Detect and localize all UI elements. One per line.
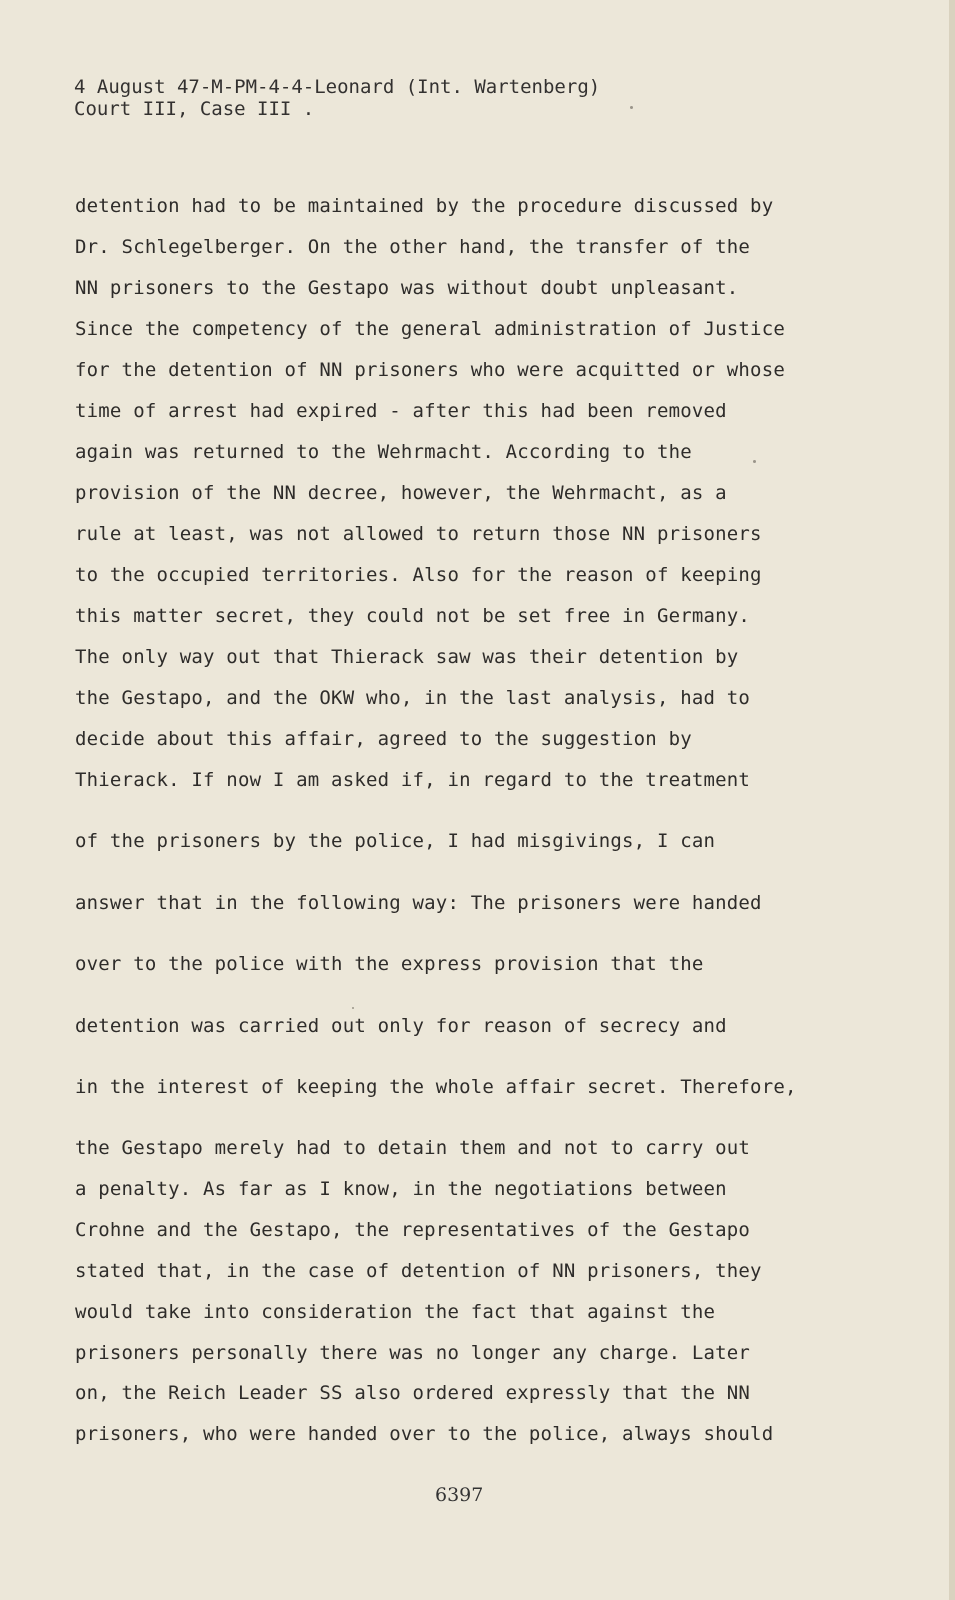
text-line: time of arrest had expired - after this had been removed	[75, 400, 727, 422]
text-line: over to the police with the express provision that the	[75, 953, 704, 975]
text-line: this matter secret, they could not be set free in Germany.	[75, 605, 751, 627]
text-line: Crohne and the Gestapo, the representatives of the Gestapo	[75, 1219, 751, 1241]
text-line: Thierack. If now I am asked if, in regard to the treatment	[75, 769, 751, 791]
text-line: on, the Reich Leader SS also ordered expressly that the NN	[75, 1382, 751, 1404]
header-line-2: Court III, Case III .	[74, 98, 315, 120]
text-line: again was returned to the Wehrmacht. According to the	[75, 441, 692, 463]
text-line: prisoners personally there was no longer any charge. Later	[75, 1342, 751, 1364]
text-line: the Gestapo, and the OKW who, in the last analysis, had to	[75, 687, 751, 709]
text-line: would take into consideration the fact that against the	[75, 1301, 716, 1323]
text-line: in the interest of keeping the whole affair secret. Therefore,	[75, 1076, 797, 1098]
text-line: prisoners, who were handed over to the police, always should	[75, 1423, 774, 1445]
text-line: of the prisoners by the police, I had misgivings, I can	[75, 830, 716, 852]
text-line: a penalty. As far as I know, in the negotiations between	[75, 1178, 727, 1200]
text-line: the Gestapo merely had to detain them and not to carry out	[75, 1137, 751, 1159]
text-line: rule at least, was not allowed to return those NN prisoners	[75, 523, 762, 545]
page-number: 6397	[435, 1484, 484, 1506]
paper-speck	[352, 1007, 354, 1009]
text-line: The only way out that Thierack saw was their detention by	[75, 646, 739, 668]
document-header	[74, 76, 600, 120]
text-line: answer that in the following way: The prisoners were handed	[75, 892, 762, 914]
header-line-1: 4 August 47-M-PM-4-4-Leonard (Int. Wartenberg)	[74, 76, 601, 98]
text-line: NN prisoners to the Gestapo was without doubt unpleasant.	[75, 277, 739, 299]
text-line: Since the competency of the general administration of Justice	[75, 318, 785, 340]
text-line: for the detention of NN prisoners who were acquitted or whose	[75, 359, 785, 381]
text-line: detention had to be maintained by the procedure discussed by	[75, 195, 774, 217]
text-line: decide about this affair, agreed to the suggestion by	[75, 728, 692, 750]
paper-speck	[753, 460, 756, 463]
text-line: Dr. Schlegelberger. On the other hand, the transfer of the	[75, 236, 751, 258]
paper-speck	[630, 106, 633, 109]
text-line: stated that, in the case of detention of NN prisoners, they	[75, 1260, 762, 1282]
page-edge	[949, 0, 955, 1600]
text-line: provision of the NN decree, however, the Wehrmacht, as a	[75, 482, 727, 504]
text-line: detention was carried out only for reason of secrecy and	[75, 1015, 727, 1037]
text-line: to the occupied territories. Also for the reason of keeping	[75, 564, 762, 586]
